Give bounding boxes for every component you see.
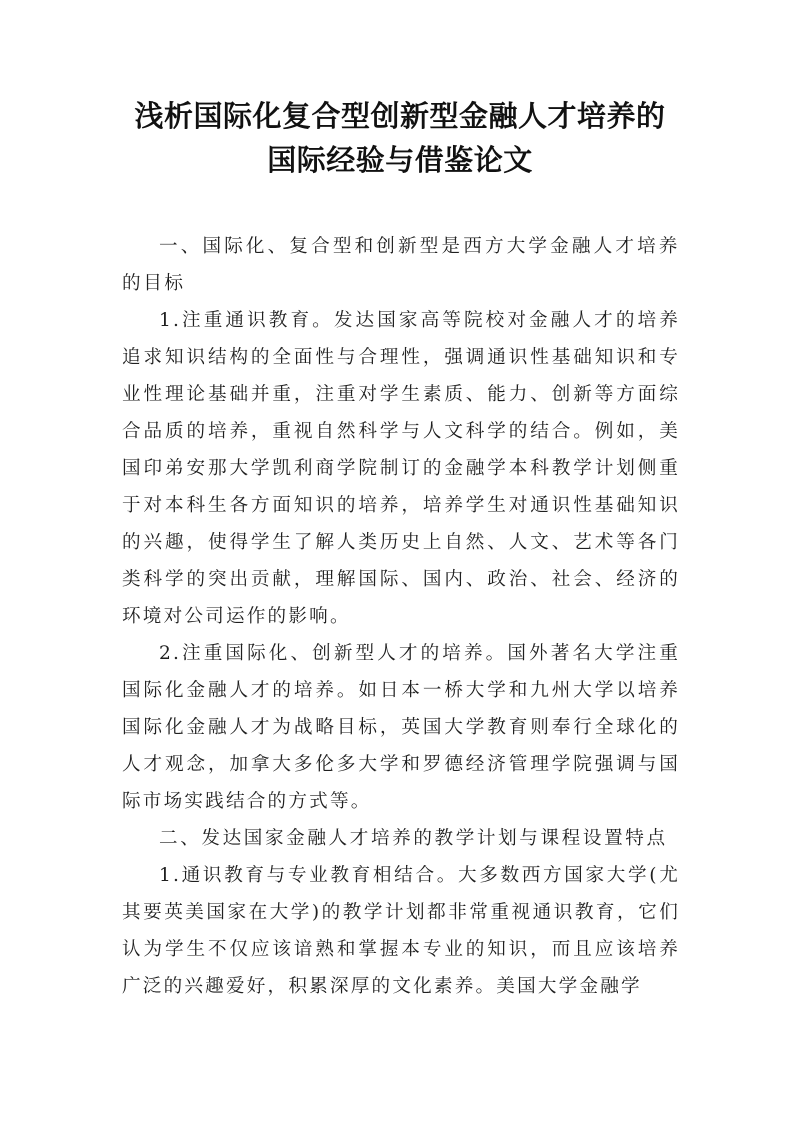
- section-heading-2: 二、发达国家金融人才培养的教学计划与课程设置特点: [159, 828, 668, 849]
- document-body: [122, 228, 680, 1005]
- paragraph-international-talent: 2.注重国际化、创新型人才的培养。国外著名大学注重国际化金融人才的培养。如日本一桥大学和九州大学以培养国际化金融人才为战略目标，英国大学教育则奉行全球化的人才观念，加拿大多伦多大学和罗德经济管理学院强调与国际市场实践结合的方式等。: [122, 643, 680, 812]
- paragraph-education-combination: 1.通识教育与专业教育相结合。大多数西方国家大学(尤其要英美国家在大学)的教学计划都非常重视通识教育，它们认为学生不仅应该谙熟和掌握本专业的知识，而且应该培养广泛的兴趣爱好，积累深厚的文化素养。美国大学金融学: [122, 865, 680, 997]
- section-heading-1: 一、国际化、复合型和创新型是西方大学金融人才培养的目标: [122, 236, 680, 294]
- title-line-2: 国际经验与借鉴论文: [267, 143, 533, 177]
- document-title: [120, 94, 680, 182]
- paragraph-general-education: 1.注重通识教育。发达国家高等院校对金融人才的培养追求知识结构的全面性与合理性，强调通识性基础知识和专业性理论基础并重，注重对学生素质、能力、创新等方面综合品质的培养，重视自然科学与人文科学的结合。例如，美国印弟安那大学凯利商学院制订的金融学本科教学计划侧重于对本科生各方面知识的培养，培养学生对通识性基础知识的兴趣，使得学生了解人类历史上自然、人文、艺术等各门类科学的突出贡献，理解国际、国内、政治、社会、经济的环境对公司运作的影响。: [122, 310, 680, 627]
- title-line-1: 浅析国际化复合型创新型金融人才培养的: [134, 99, 666, 133]
